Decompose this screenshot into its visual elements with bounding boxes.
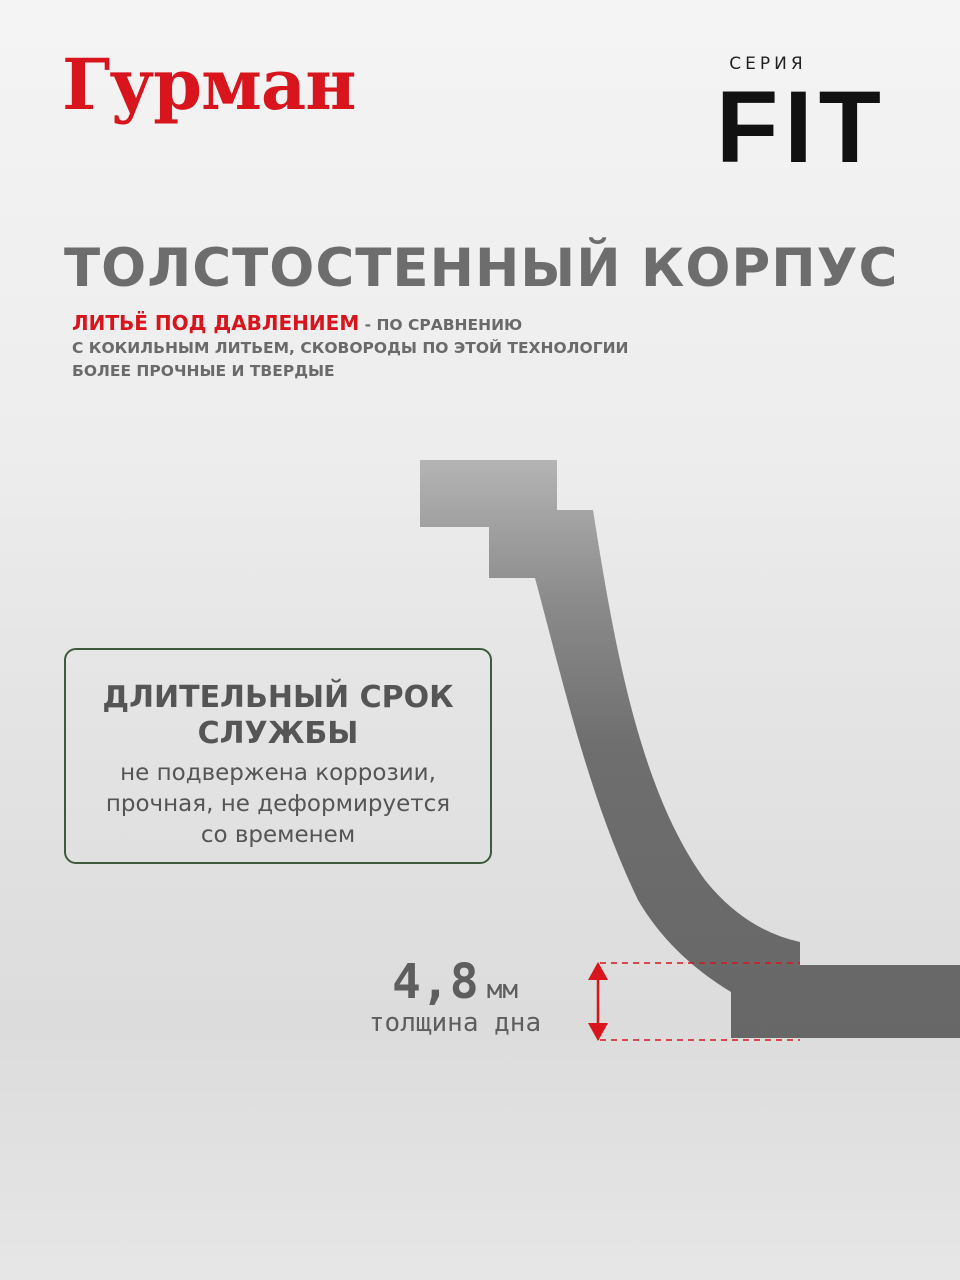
info-box-title-line-2: СЛУЖБЫ (197, 716, 359, 751)
info-box-durability (64, 648, 492, 864)
intro-line-2: С КОКИЛЬНЫМ ЛИТЬЕМ, СКОВОРОДЫ ПО ЭТОЙ ТЕХНОЛОГИИ (72, 339, 629, 357)
arrow-head-up-icon (588, 962, 608, 980)
info-box-title (66, 680, 490, 752)
info-box-text-line-2: прочная, не деформируется (105, 791, 451, 817)
page-headline: ТОЛСТОСТЕННЫЙ КОРПУС (64, 238, 899, 299)
pan-wall-shape (420, 460, 960, 1038)
intro-line-3: БОЛЕЕ ПРОЧНЫЕ И ТВЕРДЫЕ (72, 362, 335, 380)
thickness-value: 4,8 (391, 954, 479, 1010)
info-box-text-line-1: не подвержена коррозии, (120, 760, 436, 786)
intro-accent: ЛИТЬЁ ПОД ДАВЛЕНИЕМ (72, 311, 360, 335)
arrow-head-down-icon (588, 1023, 608, 1041)
series-label: СЕРИЯ (729, 54, 807, 74)
thickness-caption: толщина дна (368, 1008, 542, 1038)
thickness-unit: мм (486, 975, 518, 1005)
intro-text-part: - ПО СРАВНЕНИЮ (359, 316, 523, 334)
info-box-text (66, 758, 490, 851)
info-box-text-line-3: со временем (200, 822, 356, 848)
series-name: FIT (716, 70, 887, 184)
bottom-thickness-label (345, 954, 565, 1038)
brand-logo: Гурман (62, 43, 356, 126)
info-box-title-line-1: ДЛИТЕЛЬНЫЙ СРОК (102, 680, 454, 715)
